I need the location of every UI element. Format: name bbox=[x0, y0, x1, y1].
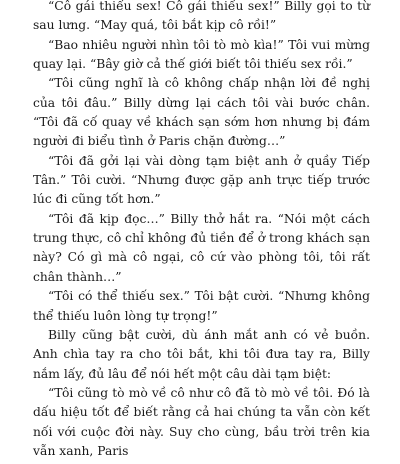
paragraph-3: “Tôi cũng nghĩ là cô không chấp nhận lời đề nghị của tôi đâu.” Billy dừng lại cách tôi vài bước chân. “Tôi đã cố quay về khách sạn sớm hơn nhưng bị đám người đi biểu tình ở Paris chặn đường…” bbox=[33, 76, 370, 149]
paragraph-2: “Bao nhiêu người nhìn tôi tò mò kìa!” Tôi vui mừng quay lại. “Bây giờ cả thế giới biết tôi thiếu sex rồi.” bbox=[33, 37, 370, 72]
paragraph-8: “Tôi cũng tò mò về cô như cô đã tò mò về tôi. Đó là dấu hiệu tốt để biết rằng cả hai chúng ta vẫn còn kết nối với cuộc đời này. Suy cho cùng, bầu trời trên kia vẫn xanh, Paris bbox=[33, 385, 370, 458]
paragraph-6: “Tôi có thể thiếu sex.” Tôi bật cười. “Nhưng không thể thiếu luôn lòng tự trọng!” bbox=[33, 289, 370, 323]
paragraph-5: “Tôi đã kịp đọc…” Billy thở hắt ra. “Nói một cách trung thực, cô chỉ không đủ tiền để ở trong khách sạn này? Có gì mà cô ngại, cô cứ vào phòng tôi, tôi rất chân thành…” bbox=[33, 211, 370, 284]
paragraph-4: “Tôi đã gởi lại vài dòng tạm biệt anh ở quầy Tiếp Tân.” Tôi cười. “Nhưng được gặp anh trực tiếp trước lúc đi cũng tốt hơn.” bbox=[33, 153, 370, 207]
paragraph-1: “Cô gái thiếu sex! Cô gái thiếu sex!” Billy gọi to từ sau lưng. “May quá, tôi bắt kịp cô rồi!” bbox=[33, 0, 370, 33]
paragraph-7: Billy cũng bật cười, dù ánh mắt anh có vẻ buồn. Anh chìa tay ra cho tôi bắt, khi tôi đưa tay ra, Billy nắm lấy, đủ lâu để nói hết một câu dài tạm biệt: bbox=[33, 327, 370, 381]
